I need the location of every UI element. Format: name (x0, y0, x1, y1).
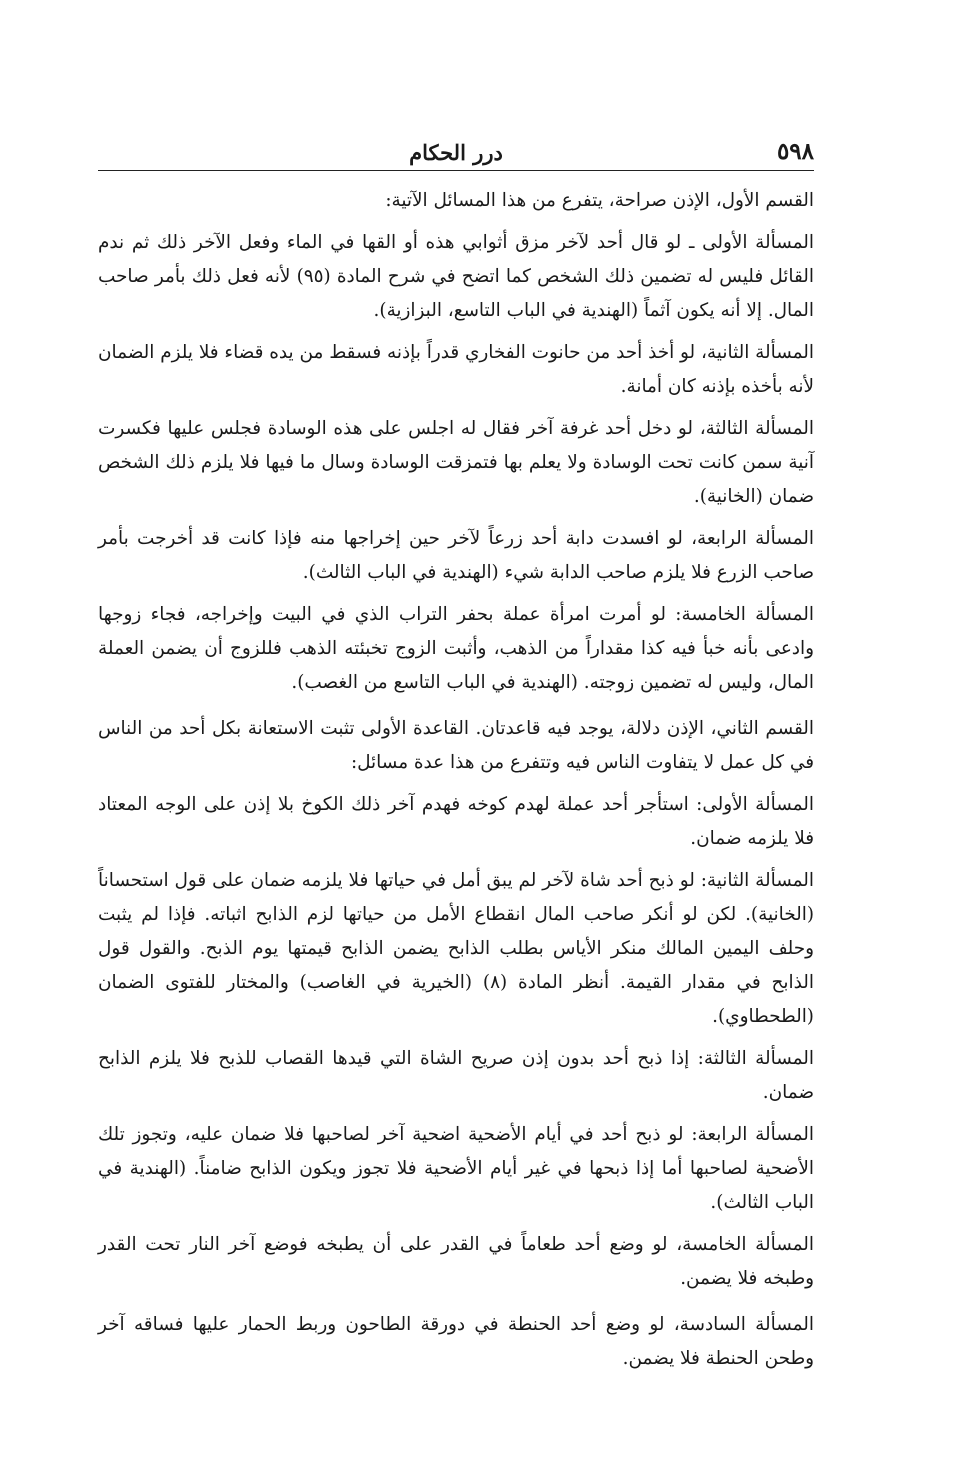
paragraph: المسألة الخامسة، لو وضع أحد طعاماً في القدر على أن يطبخه فوضع آخر النار تحت القدر وطبخه فلا يضمن. (98, 1234, 814, 1289)
paragraph: المسألة الرابعة: لو ذبح أحد في أيام الأضحية اضحية آخر لصاحبها فلا ضمان عليه، وتجوز تلك الأضحية لصاحبها أما إذا ذبحها في غير أيام الأضحية فلا تجوز ويكون الذابح ضامناً. (الهندية في الباب الثالث). (98, 1124, 814, 1213)
paragraph: المسألة الأولى: استأجر أحد عملة لهدم كوخه فهدم آخر ذلك الكوخ بلا إذن على الوجه المعتاد فلا يلزمه ضمان. (98, 794, 814, 849)
paragraph: المسألة الثالثة: إذا ذبح أحد بدون إذن صريح الشاة التي قيدها القصاب للذبح فلا يلزم الذابح ضمان. (98, 1048, 814, 1103)
paragraph: المسألة الثالثة، لو دخل أحد غرفة آخر فقال له اجلس على هذه الوسادة فجلس عليها فكسرت آنية سمن كانت تحت الوسادة ولا يعلم بها فتمزقت الوسادة وسال ما فيها فلا يلزم ذلك الشخص ضمان (الخانية). (98, 418, 814, 507)
paragraph: المسألة الخامسة: لو أمرت امرأة عملة بحفر التراب الذي في البيت وإخراجه، فجاء زوجها وادعى بأنه خبأ فيه كذا مقداراً من الذهب، وأثبت الزوج تخبئته الذهب فللزوج أن يضمن العملة المال، وليس له تضمين زوجته. (الهندية في الباب التاسع من الغصب). (98, 604, 814, 693)
page-header (98, 138, 814, 171)
body-text (98, 184, 814, 1384)
running-title: درر الحكام (409, 140, 503, 165)
paragraph: المسألة الرابعة، لو افسدت دابة أحد زرعاً لآخر حين إخراجها منه فإذا كانت قد أخرجت بأمر صاحب الزرع فلا يلزم صاحب الدابة شيء (الهندية في الباب الثالث). (98, 528, 814, 583)
paragraph-section-one-intro: القسم الأول، الإذن صراحة، يتفرع من هذا المسائل الآتية: (385, 190, 814, 211)
page-number: ٥٩٨ (776, 138, 814, 165)
paragraph-section-two-intro: القسم الثاني، الإذن دلالة، يوجد فيه قاعدتان. القاعدة الأولى تثبت الاستعانة بكل أحد من الناس في كل عمل لا يتفاوت الناس فيه وتتفرع من هذا عدة مسائل: (98, 718, 814, 773)
paragraph: المسألة الثانية، لو أخذ أحد من حانوت الفخاري قدراً بإذنه فسقط من يده قضاء فلا يلزم الضمان لأنه بأخذه بإذنه كان أمانة. (97, 342, 814, 397)
paragraph: المسألة السادسة، لو وضع أحد الحنطة في دورقة الطاحون وربط الحمار عليها فساقه آخر وطحن الحنطة فلا يضمن. (98, 1314, 814, 1369)
paragraph: المسألة الأولى ـ لو قال أحد لآخر مزق أثوابي هذه أو القها في الماء وفعل الآخر ذلك ثم ندم القائل فليس له تضمين ذلك الشخص كما اتضح في شرح المادة (٩٥) لأنه فعل ذلك بأمر صاحب المال. إلا أنه يكون آثماً (الهندية في الباب التاسع، البزازية). (98, 232, 814, 321)
paragraph: المسألة الثانية: لو ذبح أحد شاة لآخر لم يبق أمل في حياتها فلا يلزمه ضمان على قول استحساناً (الخانية). لكن لو أنكر صاحب المال انقطاع الأمل من حياتها لزم الذابح اثباته. فإذا لم يثبت وحلف اليمين المالك منكر الأياس بطلب الذابح يضمن الذابح قيمتها يوم الذبح. والقول قول الذابح في مقدار القيمة. أنظر المادة (٨) (الخيرية في الغاصب) والمختار للفتوى الضمان (الطحطاوي). (98, 870, 814, 1027)
